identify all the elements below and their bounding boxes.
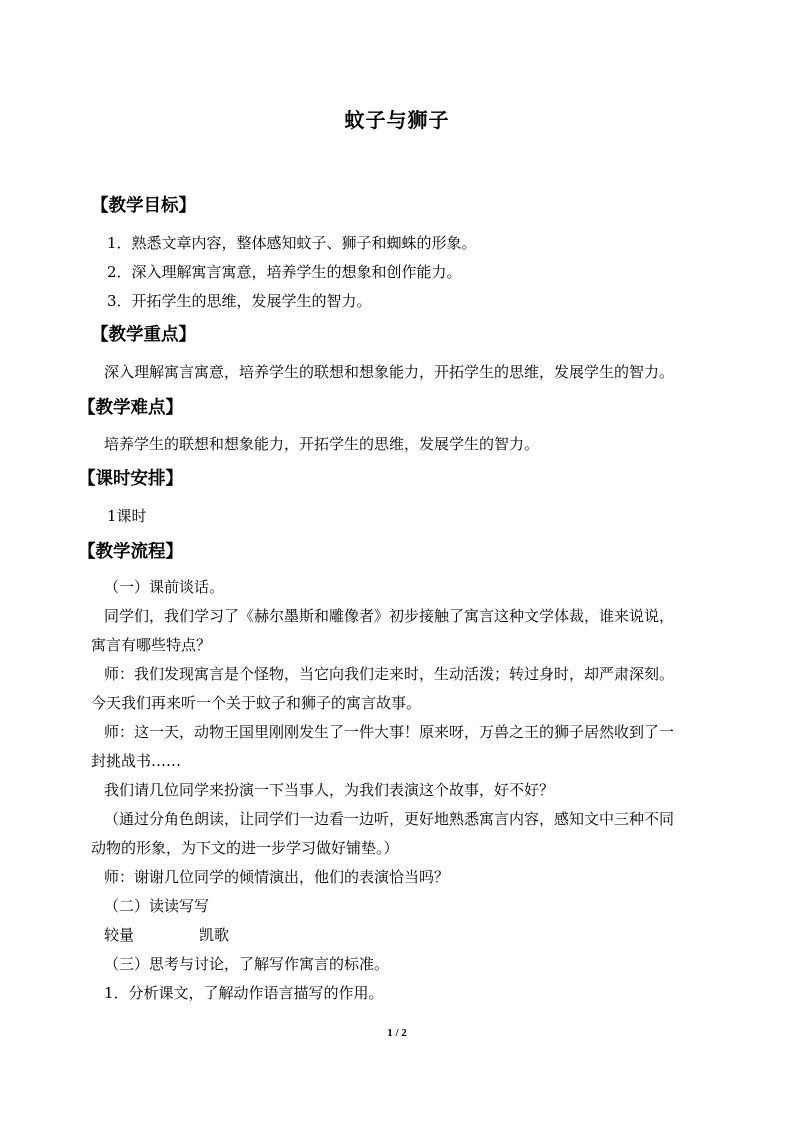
goal-item: 3．开拓学生的思维，发展学生的智力。 — [107, 292, 372, 310]
process-line: （通过分角色朗读，让同学们一边看一边听，更好地熟悉寓言内容，感知文中三种不同 — [104, 810, 675, 828]
heading-process: 【教学流程】 — [78, 542, 183, 562]
process-line: 师：这一天，动物王国里刚刚发生了一件大事！原来呀，万兽之王的狮子居然收到了一 — [104, 723, 675, 741]
key-points-text: 深入理解寓言寓意，培养学生的联想和想象能力，开拓学生的思维，发展学生的智力。 — [104, 363, 675, 381]
process-line: 寓言有哪些特点？ — [91, 636, 212, 654]
schedule-text: 1课时 — [107, 507, 147, 525]
heading-key-points: 【教学重点】 — [91, 325, 196, 345]
process-line: 师：我们发现寓言是个怪物，当它向我们走来时，生动活泼；转过身时，却严肃深刻。 — [104, 665, 675, 683]
process-line: （三）思考与讨论，了解写作寓言的标准。 — [104, 955, 390, 973]
heading-teaching-goals: 【教学目标】 — [91, 196, 196, 216]
heading-difficulties: 【教学难点】 — [78, 398, 183, 418]
difficulties-text: 培养学生的联想和想象能力，开拓学生的思维，发展学生的智力。 — [104, 435, 540, 453]
process-line: 同学们，我们学习了《赫尔墨斯和雕像者》初步接触了寓言这种文学体裁，谁来说说， — [104, 607, 675, 625]
process-line: 动物的形象，为下文的进一步学习做好铺垫。） — [91, 839, 399, 857]
process-line: 1．分析课文，了解动作语言描写的作用。 — [104, 984, 384, 1002]
goal-item: 1．熟悉文章内容，整体感知蚊子、狮子和蜘蛛的形象。 — [107, 234, 477, 252]
process-line: （二）读读写写 — [104, 897, 210, 915]
page-indicator: 1 / 2 — [387, 1027, 407, 1039]
process-line: 师：谢谢几位同学的倾情演出，他们的表演恰当吗？ — [104, 868, 450, 886]
heading-schedule: 【课时安排】 — [78, 469, 183, 489]
process-line: 较量 — [104, 926, 135, 944]
process-line: 我们请几位同学来扮演一下当事人，为我们表演这个故事，好不好？ — [104, 781, 555, 799]
goal-item: 2．深入理解寓言寓意，培养学生的想象和创作能力。 — [107, 263, 462, 281]
process-line: （一）课前谈话。 — [104, 578, 225, 596]
document-title: 蚊子与狮子 — [344, 108, 450, 132]
process-line: 今天我们再来听一个关于蚊子和狮子的寓言故事。 — [91, 694, 422, 712]
process-line: 凯歌 — [199, 926, 230, 944]
process-line: 封挑战书…… — [91, 752, 182, 770]
